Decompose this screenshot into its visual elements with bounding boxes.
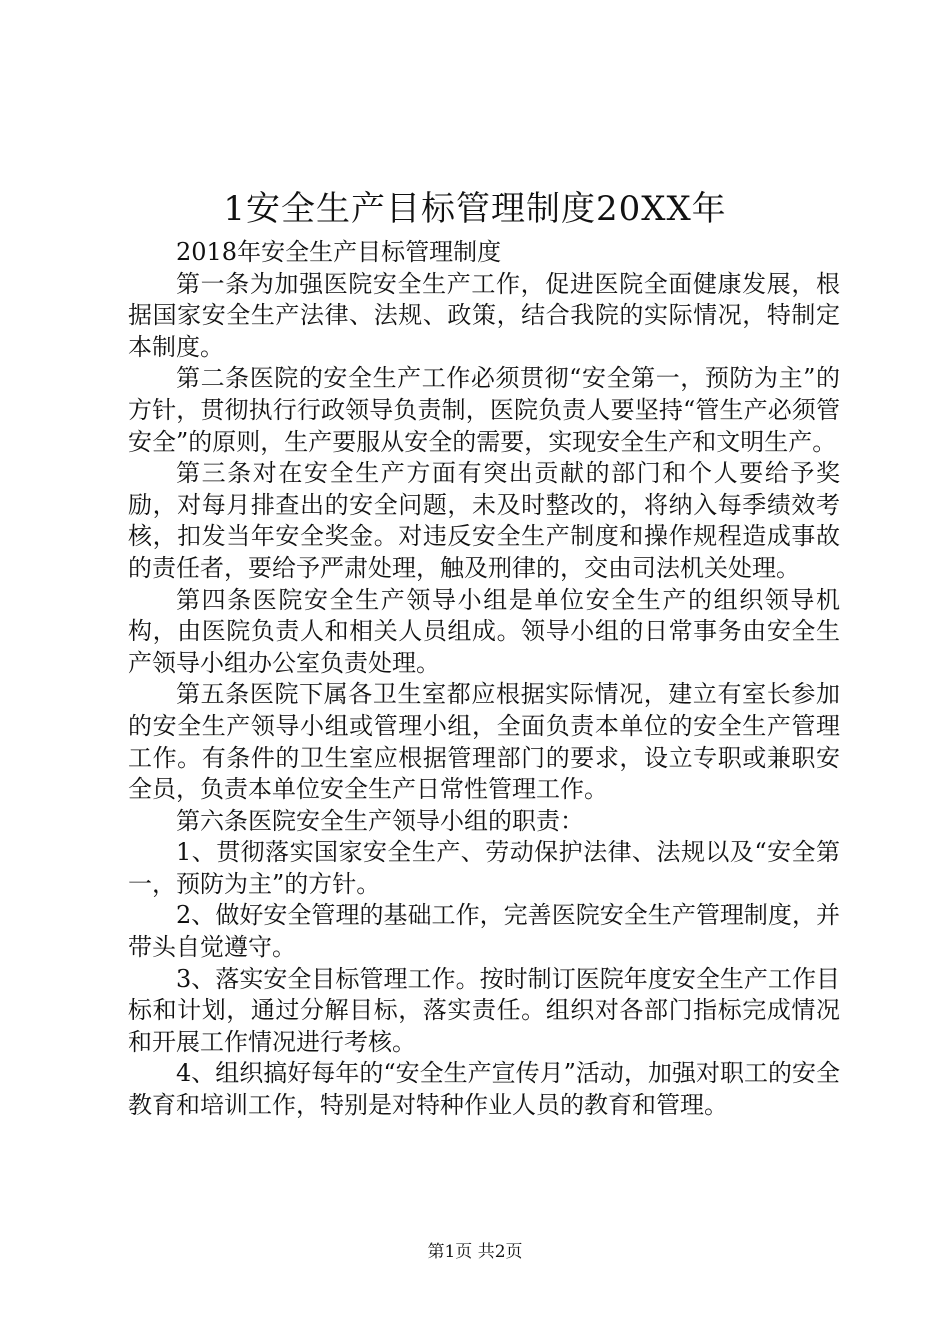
duty-item-4: 4、组织搞好每年的“安全生产宣传月”活动，加强对职工的安全教育和培训工作，特别是对特种作业人员的教育和管理。 [128,1059,840,1120]
article-4: 第四条医院安全生产领导小组是单位安全生产的组织领导机构，由医院负责人和相关人员组成。领导小组的日常事务由安全生产领导小组办公室负责处理。 [128,585,840,677]
duty-item-3: 3、落实安全目标管理工作。按时制订医院年度安全生产工作目标和计划，通过分解目标，落实责任。组织对各部门指标完成情况和开展工作情况进行考核。 [128,964,840,1056]
article-6: 第六条医院安全生产领导小组的职责： [176,806,584,835]
page-footer: 第1页 共2页 [427,1242,523,1262]
duty-item-2: 2、做好安全管理的基础工作，完善医院安全生产管理制度，并带头自觉遵守。 [128,901,840,962]
document-title: 1安全生产目标管理制度20XX年 [223,189,727,229]
article-1: 第一条为加强医院安全生产工作，促进医院全面健康发展，根据国家安全生产法律、法规、政策，结合我院的实际情况，特制定本制度。 [128,269,840,361]
duty-item-1: 1、贯彻落实国家安全生产、劳动保护法律、法规以及“安全第一，预防为主”的方针。 [128,838,840,898]
document-subtitle: 2018年安全生产目标管理制度 [176,238,502,266]
article-3: 第三条对在安全生产方面有突出贡献的部门和个人要给予奖励，对每月排查出的安全问题，未及时整改的，将纳入每季绩效考核，扣发当年安全奖金。对违反安全生产制度和操作规程造成事故的责任者，要给予严肃处理，触及刑律的，交由司法机关处理。 [128,459,840,582]
article-5: 第五条医院下属各卫生室都应根据实际情况，建立有室长参加的安全生产领导小组或管理小组，全面负责本单位的安全生产管理工作。有条件的卫生室应根据管理部门的要求，设立专职或兼职安全员，负责本单位安全生产日常性管理工作。 [128,680,840,804]
article-2: 第二条医院的安全生产工作必须贯彻“安全第一，预防为主”的方针，贯彻执行行政领导负责制，医院负责人要坚持“管生产必须管安全”的原则，生产要服从安全的需要，实现安全生产和文明生产。 [128,364,840,456]
document-body [128,237,840,1122]
